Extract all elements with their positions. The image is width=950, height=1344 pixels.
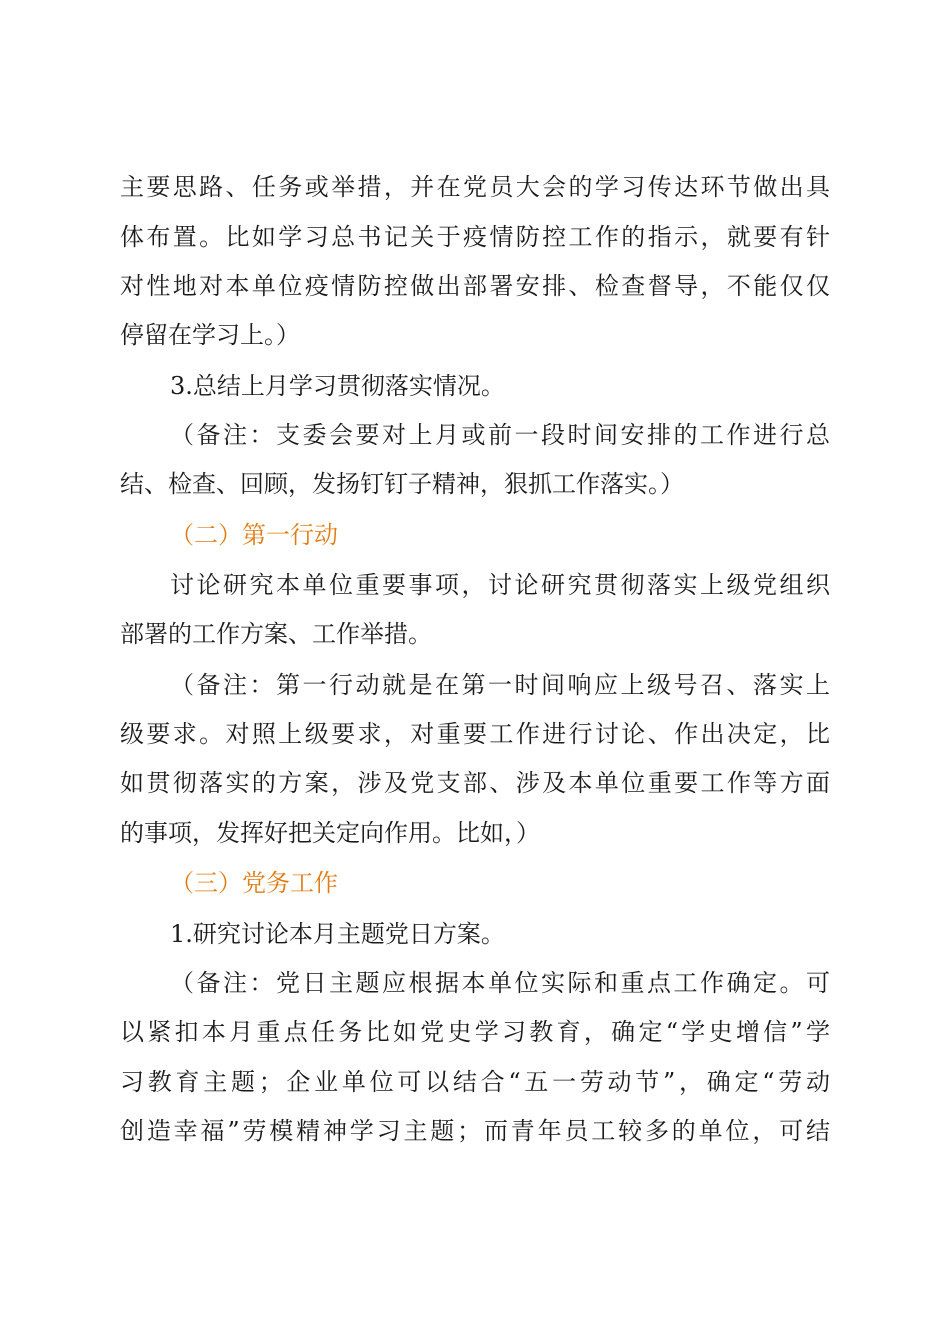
- text-line: 主要思路、任务或举措，并在党员大会的学习传达环节做出具: [120, 173, 830, 201]
- note-line: （备注：党日主题应根据本单位实际和重点工作确定。可: [170, 969, 830, 997]
- note-line: 级要求。对照上级要求，对重要工作进行讨论、作出决定，比: [120, 720, 830, 748]
- note-line: （备注：第一行动就是在第一时间响应上级号召、落实上: [170, 671, 830, 699]
- text-line: 部署的工作方案、工作举措。: [120, 620, 432, 648]
- section-heading: （三）党务工作: [170, 869, 338, 897]
- section-heading: （二）第一行动: [170, 521, 338, 549]
- list-item: 3.总结上月学习贯彻落实情况。: [170, 372, 505, 400]
- note-line: 以紧扣本月重点任务比如党史学习教育，确定“学史增信”学: [120, 1018, 830, 1046]
- note-line: 结、检查、回顾，发扬钉钉子精神，狠抓工作落实。）: [120, 470, 684, 498]
- text-line: 停留在学习上。）: [120, 321, 300, 349]
- note-line: （备注：支委会要对上月或前一段时间安排的工作进行总: [170, 421, 830, 449]
- note-line: 的事项，发挥好把关定向作用。比如，）: [120, 819, 540, 847]
- list-item: 1.研究讨论本月主题党日方案。: [170, 920, 505, 948]
- note-line: 习教育主题；企业单位可以结合“五一劳动节”，确定“劳动: [120, 1068, 830, 1096]
- text-line: 讨论研究本单位重要事项，讨论研究贯彻落实上级党组织: [170, 571, 830, 599]
- text-line: 体布置。比如学习总书记关于疫情防控工作的指示，就要有针: [120, 223, 830, 251]
- note-line: 创造幸福”劳模精神学习主题；而青年员工较多的单位，可结: [120, 1117, 830, 1145]
- text-line: 对性地对本单位疫情防控做出部署安排、检查督导，不能仅仅: [120, 272, 830, 300]
- note-line: 如贯彻落实的方案，涉及党支部、涉及本单位重要工作等方面: [120, 769, 830, 797]
